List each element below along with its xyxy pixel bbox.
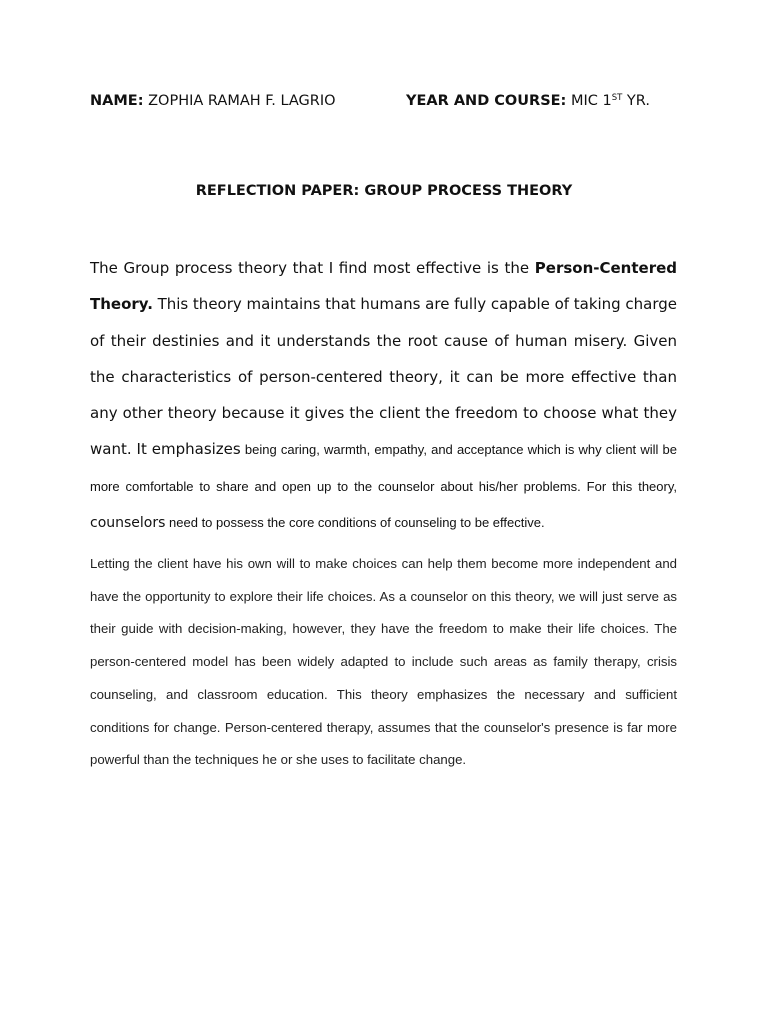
paragraph-1-body: This theory maintains that humans are fully capable of taking charge of their destinies and it understands the root cause of human misery. Given the characteristics of person-centered theory, it can be more effective than any other theory because it gives the client the freedom to choose what they want. It xyxy=(90,295,677,459)
year-course-superscript: ST xyxy=(611,93,623,103)
name-field xyxy=(90,90,336,112)
paragraph-1-bold-term: Person-Centered Theory. xyxy=(90,259,677,314)
paragraph-1 xyxy=(90,250,677,541)
paragraph-1-small-text-2: need to possess the core conditions of counseling to be effective. xyxy=(165,515,545,531)
paragraph-1-intro: The Group process theory that I find most effective is the xyxy=(90,259,535,277)
name-value: ZOPHIA RAMAH F. LAGRIO xyxy=(148,93,336,109)
year-course-label: YEAR AND COURSE: xyxy=(406,93,567,109)
year-course-suffix: YR. xyxy=(622,93,650,109)
paragraph-1-counselors: counselors xyxy=(90,515,166,532)
paragraph-2: Letting the client have his own will to make choices can help them become more independent and have the opportunity to explore their life choices. As a counselor on this theory, we will just serve as their guide with decision-making, however, they have the freedom to make their life choices. The person-centered model has been widely adapted to include such areas as family therapy, crisis counseling, and classroom education. This theory emphasizes the necessary and sufficient conditions for change. Person-centered therapy, assumes that the counselor's presence is far more powerful than the techniques he or she uses to facilitate change. xyxy=(90,556,677,768)
year-course-value: MIC 1 xyxy=(570,93,612,109)
page-title: REFLECTION PAPER: GROUP PROCESS THEORY xyxy=(195,183,573,199)
paragraph-1-emphasizes: emphasizes xyxy=(151,440,241,459)
year-course-field xyxy=(406,90,650,112)
paragraph-1-small-text-1: being caring, warmth, empathy, and acceptance which is why client will be more comfortable to share and open up to the counselor about his/her problems. For this theory, xyxy=(90,442,677,494)
name-label: NAME: xyxy=(90,93,144,109)
